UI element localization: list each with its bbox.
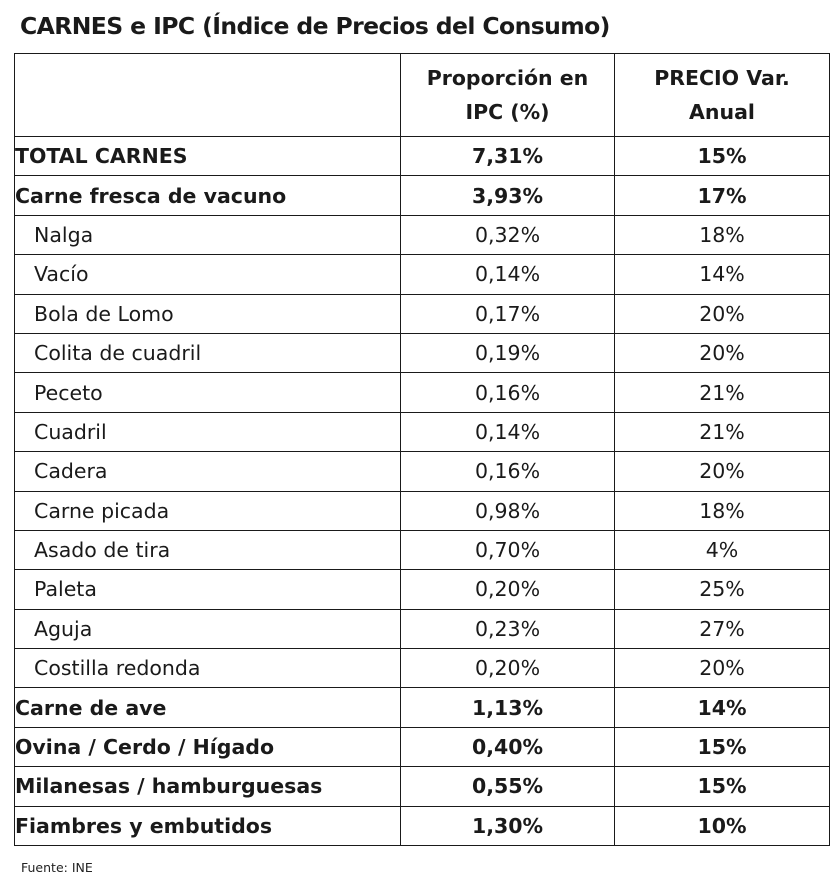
row-ipc-share: 1,13% <box>401 688 615 727</box>
table-row <box>15 727 830 766</box>
meat-ipc-table <box>14 53 830 846</box>
row-ipc-share: 0,17% <box>401 294 615 333</box>
row-ipc-share: 0,16% <box>401 373 615 412</box>
row-label: Carne fresca de vacuno <box>15 176 401 215</box>
table-row <box>15 649 830 688</box>
table-row <box>15 333 830 372</box>
row-ipc-share: 0,23% <box>401 609 615 648</box>
table-row <box>15 294 830 333</box>
row-ipc-share: 0,32% <box>401 215 615 254</box>
page-title: CARNES e IPC (Índice de Precios del Consumo) <box>20 12 610 40</box>
row-label: TOTAL CARNES <box>15 137 401 176</box>
row-label: Fiambres y embutidos <box>15 806 401 845</box>
source-note: Fuente: INE <box>21 860 93 875</box>
row-ipc-share: 0,70% <box>401 530 615 569</box>
table-row <box>15 176 830 215</box>
row-price-variation: 17% <box>615 176 830 215</box>
row-price-variation: 20% <box>615 649 830 688</box>
header-price-variation-line1: PRECIO Var. <box>654 66 790 90</box>
row-ipc-share: 3,93% <box>401 176 615 215</box>
row-label: Paleta <box>15 570 401 609</box>
row-ipc-share: 0,16% <box>401 452 615 491</box>
header-ipc-share-line2: IPC (%) <box>465 100 550 124</box>
row-price-variation: 18% <box>615 215 830 254</box>
row-label: Nalga <box>15 215 401 254</box>
table-body <box>15 137 830 846</box>
row-ipc-share: 1,30% <box>401 806 615 845</box>
row-label: Peceto <box>15 373 401 412</box>
row-price-variation: 10% <box>615 806 830 845</box>
table-header-row <box>15 54 830 137</box>
table-row <box>15 215 830 254</box>
row-ipc-share: 0,20% <box>401 649 615 688</box>
row-label: Bola de Lomo <box>15 294 401 333</box>
row-label: Cadera <box>15 452 401 491</box>
row-price-variation: 18% <box>615 491 830 530</box>
row-price-variation: 21% <box>615 373 830 412</box>
row-price-variation: 14% <box>615 255 830 294</box>
table-row <box>15 373 830 412</box>
table-row <box>15 570 830 609</box>
row-price-variation: 4% <box>615 530 830 569</box>
row-ipc-share: 0,98% <box>401 491 615 530</box>
table-row <box>15 609 830 648</box>
row-label: Ovina / Cerdo / Hígado <box>15 727 401 766</box>
row-price-variation: 21% <box>615 412 830 451</box>
row-ipc-share: 0,19% <box>401 333 615 372</box>
row-label: Costilla redonda <box>15 649 401 688</box>
row-price-variation: 27% <box>615 609 830 648</box>
table-row <box>15 412 830 451</box>
row-ipc-share: 0,40% <box>401 727 615 766</box>
header-category <box>15 54 401 137</box>
row-label: Asado de tira <box>15 530 401 569</box>
row-ipc-share: 0,14% <box>401 412 615 451</box>
header-price-variation-line2: Anual <box>689 100 755 124</box>
table-row <box>15 452 830 491</box>
row-label: Milanesas / hamburguesas <box>15 767 401 806</box>
table-row <box>15 255 830 294</box>
row-ipc-share: 0,55% <box>401 767 615 806</box>
row-price-variation: 20% <box>615 452 830 491</box>
table-row <box>15 530 830 569</box>
row-price-variation: 14% <box>615 688 830 727</box>
row-label: Vacío <box>15 255 401 294</box>
row-ipc-share: 0,20% <box>401 570 615 609</box>
row-label: Colita de cuadril <box>15 333 401 372</box>
row-label: Carne de ave <box>15 688 401 727</box>
row-price-variation: 20% <box>615 294 830 333</box>
header-ipc-share-line1: Proporción en <box>426 66 589 90</box>
row-ipc-share: 7,31% <box>401 137 615 176</box>
row-price-variation: 20% <box>615 333 830 372</box>
row-ipc-share: 0,14% <box>401 255 615 294</box>
row-price-variation: 15% <box>615 767 830 806</box>
table-row <box>15 491 830 530</box>
row-label: Cuadril <box>15 412 401 451</box>
row-price-variation: 15% <box>615 727 830 766</box>
row-label: Carne picada <box>15 491 401 530</box>
row-price-variation: 15% <box>615 137 830 176</box>
table-row <box>15 137 830 176</box>
row-label: Aguja <box>15 609 401 648</box>
table-row <box>15 688 830 727</box>
table-row <box>15 806 830 845</box>
table-row <box>15 767 830 806</box>
header-price-variation <box>615 54 830 137</box>
header-ipc-share <box>401 54 615 137</box>
row-price-variation: 25% <box>615 570 830 609</box>
